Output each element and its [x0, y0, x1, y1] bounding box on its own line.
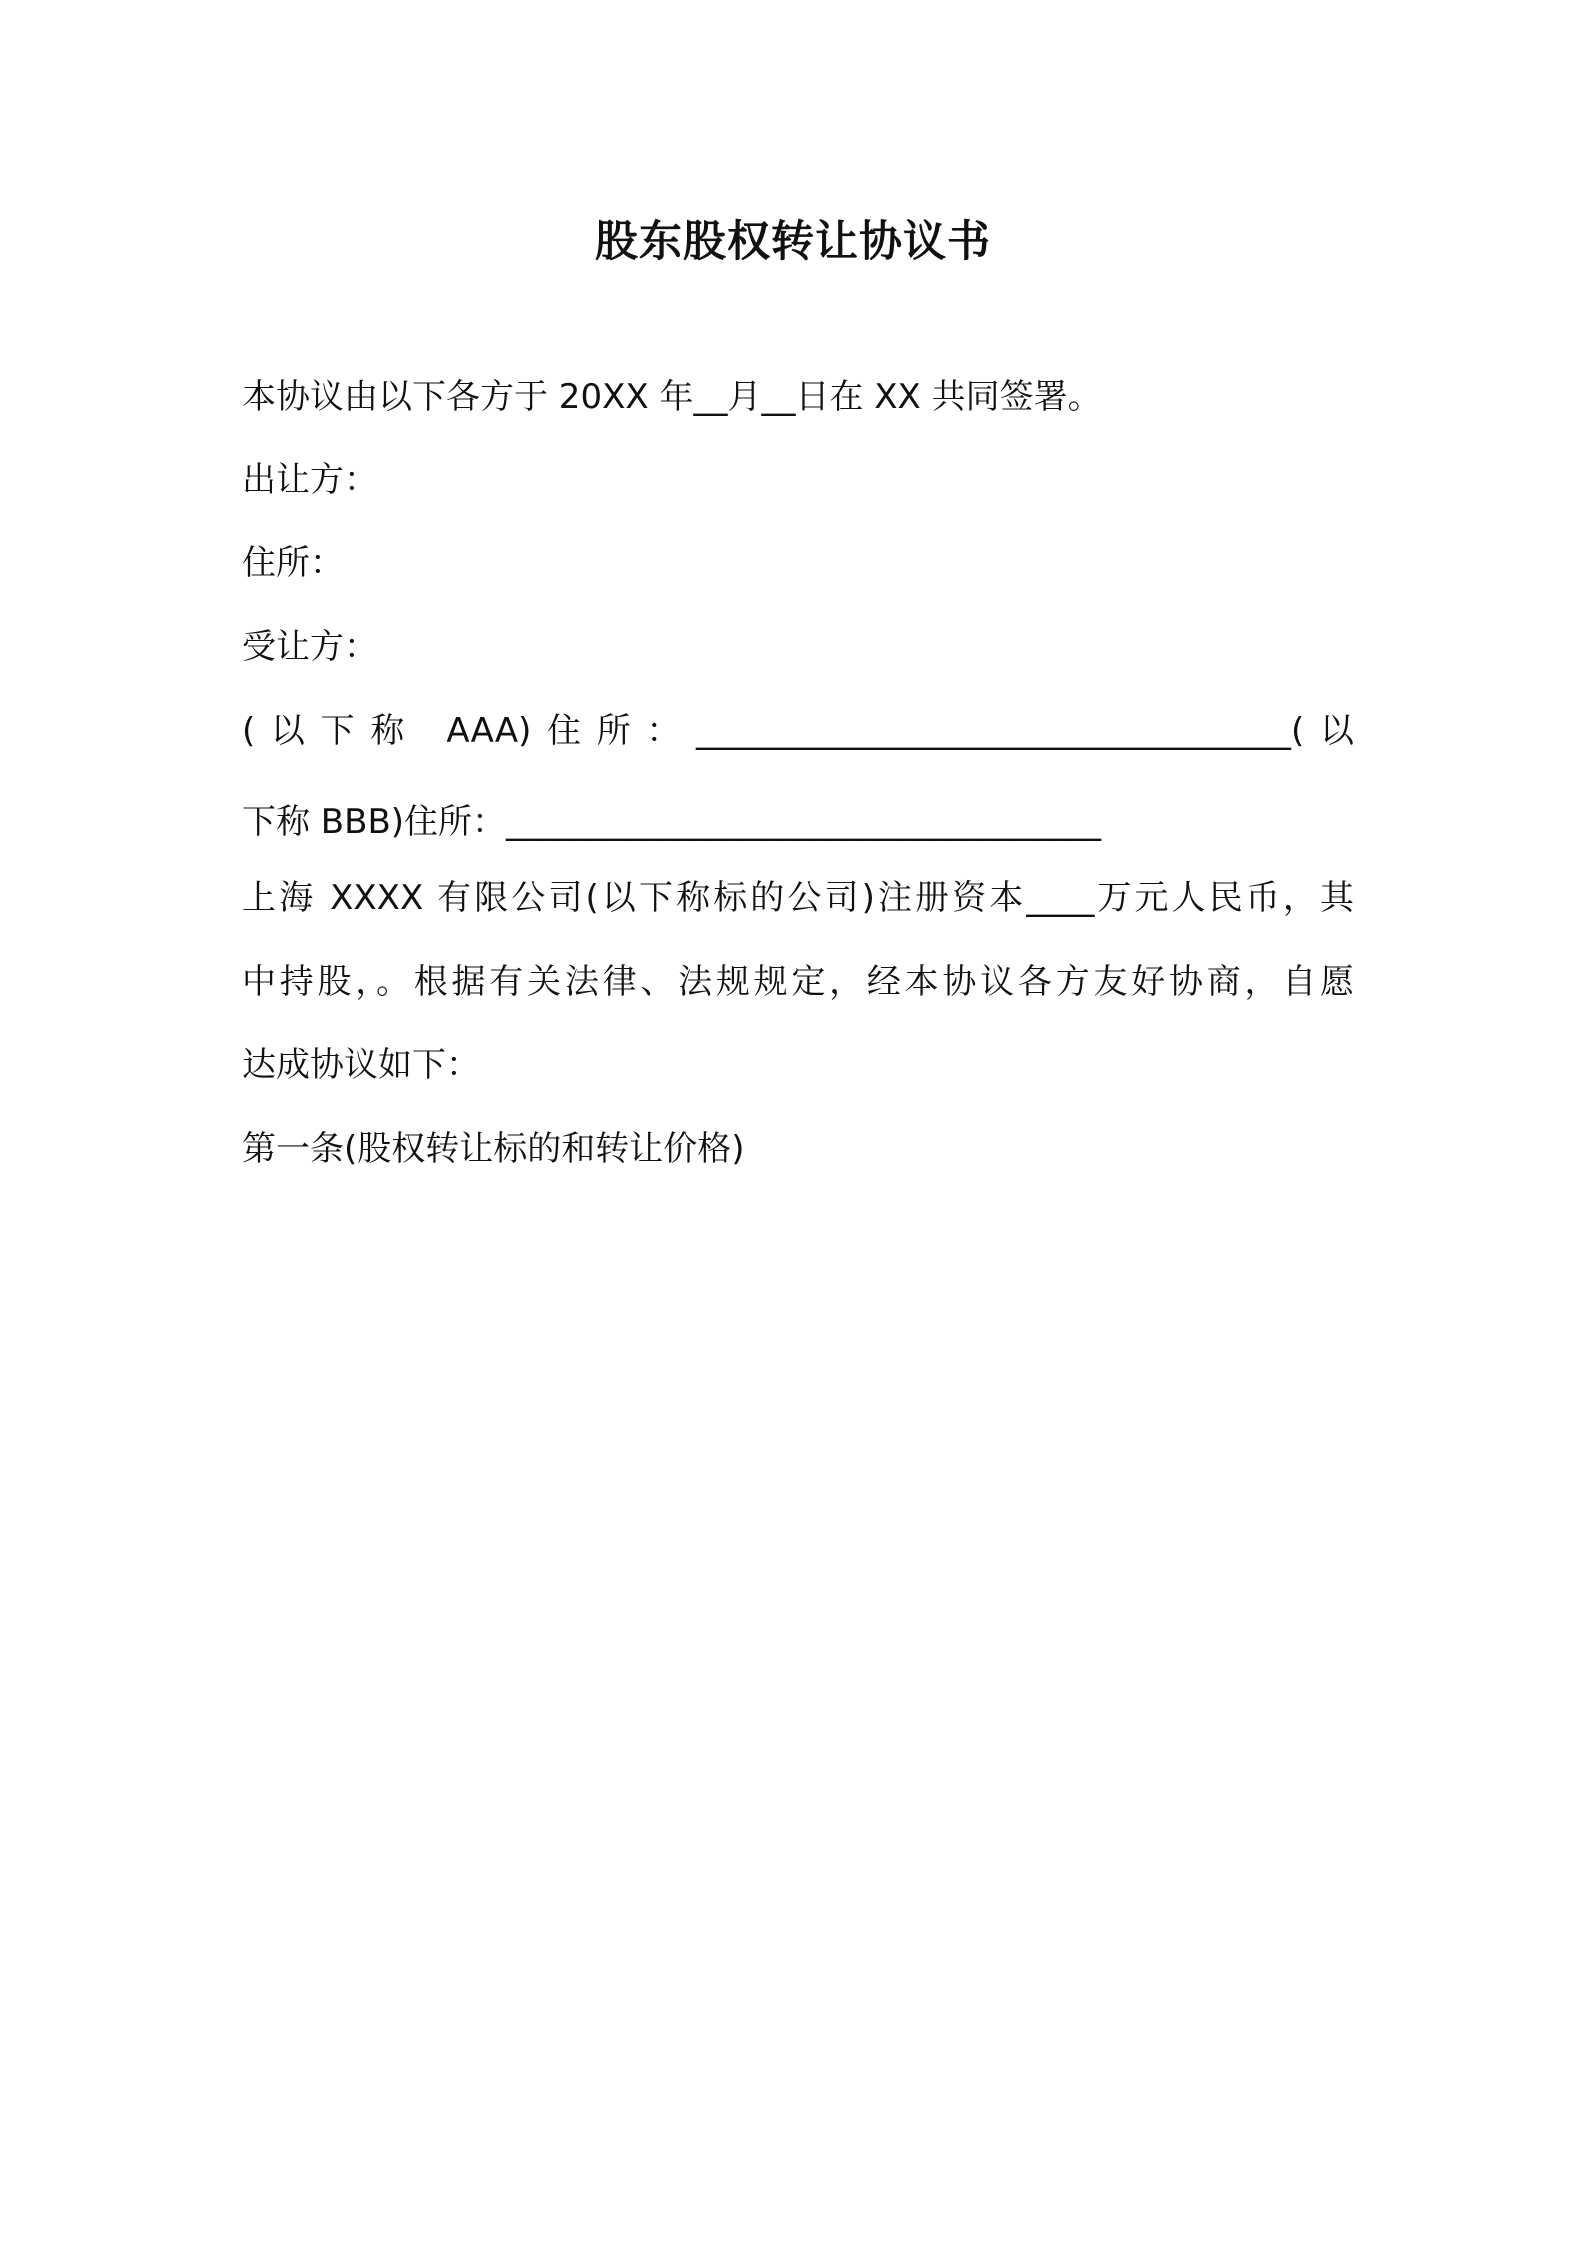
aaa-address-line: (以下称 AAA)住所：___________________________________(以	[242, 711, 1354, 751]
intro-line: 本协议由以下各方于 20XX 年__月__日在 XX 共同签署。	[242, 377, 1102, 417]
transferee-label: 受让方：	[242, 627, 378, 667]
transferor-label: 出让方：	[242, 460, 378, 500]
document-title: 股东股权转让协议书	[595, 217, 991, 267]
shareholding-line: 中持股，。根据有关法律、法规规定，经本协议各方友好协商，自愿	[242, 962, 1354, 1002]
bbb-address-line: 下称 BBB)住所：___________________________________	[242, 802, 1102, 842]
article-one-heading: 第一条(股权转让标的和转让价格)	[242, 1129, 745, 1169]
company-capital-line: 上海 XXXX 有限公司(以下称标的公司)注册资本____万元人民币，其	[242, 878, 1354, 918]
agreement-intro-line: 达成协议如下：	[242, 1045, 480, 1085]
transferor-address-label: 住所：	[242, 543, 344, 583]
